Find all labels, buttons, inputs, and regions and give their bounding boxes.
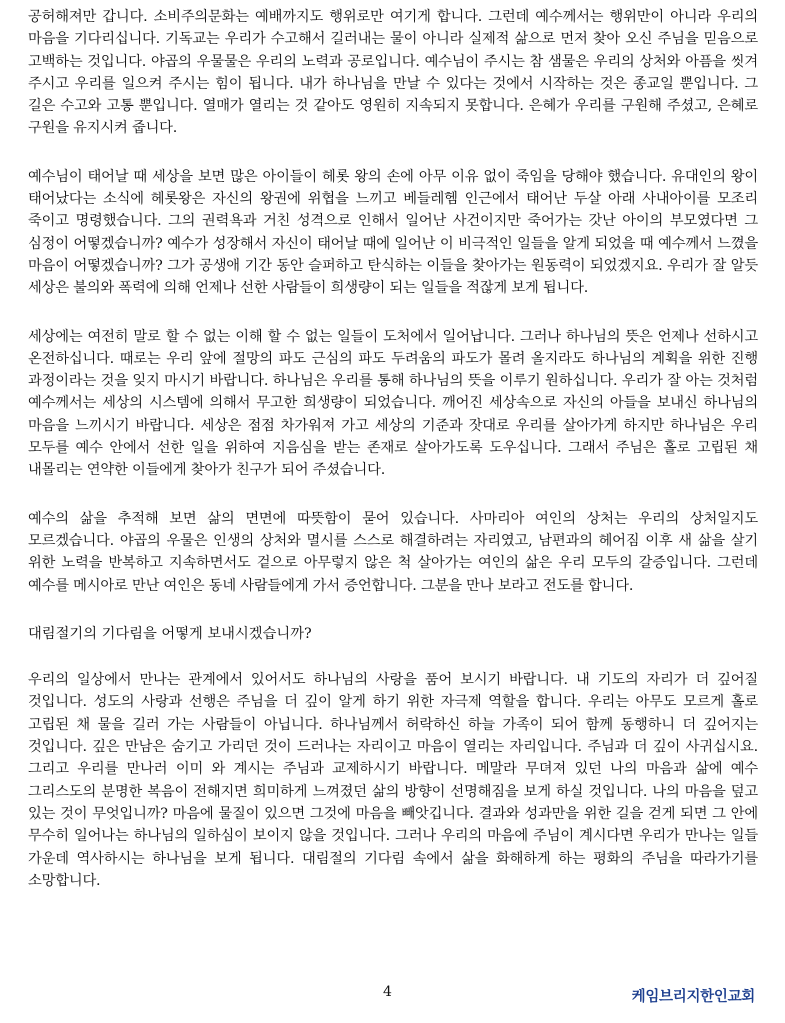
page-number: 4: [383, 984, 392, 1000]
paragraph-1: 공허해져만 갑니다. 소비주의문화는 예배까지도 행위로만 여기게 합니다. 그런데 예수께서는 행위만이 아니라 우리의 마음을 기다리십니다. 기독교는 우리가 수고해서 길러내는 물이 아니라 실제적 삶으로 먼저 찾아 오신 주님을 믿음으로 고백하는 것입니다. 야곱의 우물물은 우리의 노력과 공로입니다. 예수님이 주시는 참 샘물은 우리의 상처와 아픔을 씻겨 주시고 우리를 일으켜 주시는 힘이 됩니다. 내가 하나님을 만날 수 있다는 것에서 시작하는 것은 종교일 뿐입니다. 그 길은 수고와 고통 뿐입니다. 열매가 열리는 것 같아도 영원히 지속되지 못합니다. 은혜가 우리를 구원해 주셨고, 은혜로 구원을 유지시켜 줍니다.: [28, 9, 758, 137]
document-body: [28, 6, 758, 918]
church-name: 케임브리지한인교회: [631, 989, 755, 1005]
section-heading: 대림절기의 기다림을 어떻게 보내시겠습니까?: [28, 625, 312, 642]
closing-paragraph: 우리의 일상에서 만나는 관계에서 있어서도 하나님의 사랑을 품어 보시기 바랍니다. 내 기도의 자리가 더 깊어질 것입니다. 성도의 사랑과 선행은 주님을 더 깊이 알게 하기 위한 자극제 역할을 합니다. 우리는 아무도 모르게 홀로 고립된 채 물을 길러 가는 사람들이 아닙니다. 하나님께서 허락하신 하늘 가족이 되어 함께 동행하니 더 깊어지는 것입니다. 깊은 만남은 숨기고 가리던 것이 드러나는 자리이고 마음이 열리는 자리입니다. 주님과 더 깊이 사귀십시요. 그리고 우리를 만나러 이미 와 계시는 주님과 교제하시기 바랍니다. 메말라 무뎌져 있던 나의 마음과 삶에 예수 그리스도의 분명한 복음이 전해지면 희미하게 느껴졌던 삶의 방향이 선명해짐을 보게 하실 것입니다. 나의 마음을 덮고 있는 것이 무엇입니까? 마음에 물질이 있으면 그것에 마음을 빼앗깁니다. 결과와 성과만을 위한 길을 걷게 되면 그 안에 무수히 일어나는 하나님의 일하심이 보이지 않을 것입니다. 그러나 우리의 마음에 주님이 계시다면 우리가 만나는 일들 가운데 역사하시는 하나님을 보게 됩니다. 대림절의 기다림 속에서 삶을 화해하게 하는 평화의 주님을 따라가기를 소망합니다.: [28, 672, 758, 889]
paragraph-4: 예수의 삶을 추적해 보면 삶의 면면에 따뜻함이 묻어 있습니다. 사마리아 여인의 상처는 우리의 상처일지도 모르겠습니다. 야곱의 우물은 인생의 상처와 멸시를 스스로 해결하려는 자리였고, 남편과의 헤어짐 이후 새 삶을 살기 위한 노력을 반복하고 지속하면서도 겉으로 아무렇지 않은 척 살아가는 여인의 삶은 우리 모두의 갈증입니다. 그런데 예수를 메시아로 만난 여인은 동네 사람들에게 가서 증언합니다. 그분을 만나 보라고 전도를 합니다.: [28, 510, 758, 594]
paragraph-2: 예수님이 태어날 때 세상을 보면 많은 아이들이 헤롯 왕의 손에 아무 이유 없이 죽임을 당해야 했습니다. 유대인의 왕이 태어났다는 소식에 헤롯왕은 자신의 왕권에 위협을 느끼고 베들레헴 인근에서 태어난 두살 아래 사내아이를 모조리 죽이고 명령했습니다. 그의 권력욕과 거친 성격으로 인해서 일어난 사건이지만 죽어가는 갓난 아이의 부모였다면 그 심정이 어떻겠습니까? 예수가 성장해서 자신이 태어날 때에 일어난 이 비극적인 일들을 알게 되었을 때 예수께서 느꼈을 마음이 어떻겠습니까? 그가 공생애 기간 동안 슬퍼하고 탄식하는 이들을 찾아가는 원동력이 되었겠지요. 우리가 잘 알듯 세상은 불의와 폭력에 의해 언제나 선한 사람들이 희생량이 되는 일들을 적잖게 보게 됩니다.: [28, 168, 758, 297]
paragraph-3: 세상에는 여전히 말로 할 수 없는 이해 할 수 없는 일들이 도처에서 일어납니다. 그러나 하나님의 뜻은 언제나 선하시고 온전하십니다. 때로는 우리 앞에 절망의 파도 근심의 파도 두려움의 파도가 몰려 올지라도 하나님의 계획을 위한 진행 과정이라는 것을 잊지 마시기 바랍니다. 하나님은 우리를 통해 하나님의 뜻을 이루기 원하십니다. 우리가 잘 아는 것처럼 예수께서는 세상의 시스템에 의해서 무고한 희생량이 되었습니다. 깨어진 세상속으로 자신의 아들을 보내신 하나님의 마음을 느끼시기 바랍니다. 세상은 점점 차가워져 가고 세상의 기준과 잣대로 우리를 살아가게 하지만 하나님은 우리 모두를 예수 안에서 선한 일을 위하여 지음심을 받는 존재로 살아가도록 도우십니다. 그래서 주님은 홀로 고립된 채 내몰리는 연약한 이들에게 찾아가 친구가 되어 주셨습니다.: [28, 328, 758, 479]
